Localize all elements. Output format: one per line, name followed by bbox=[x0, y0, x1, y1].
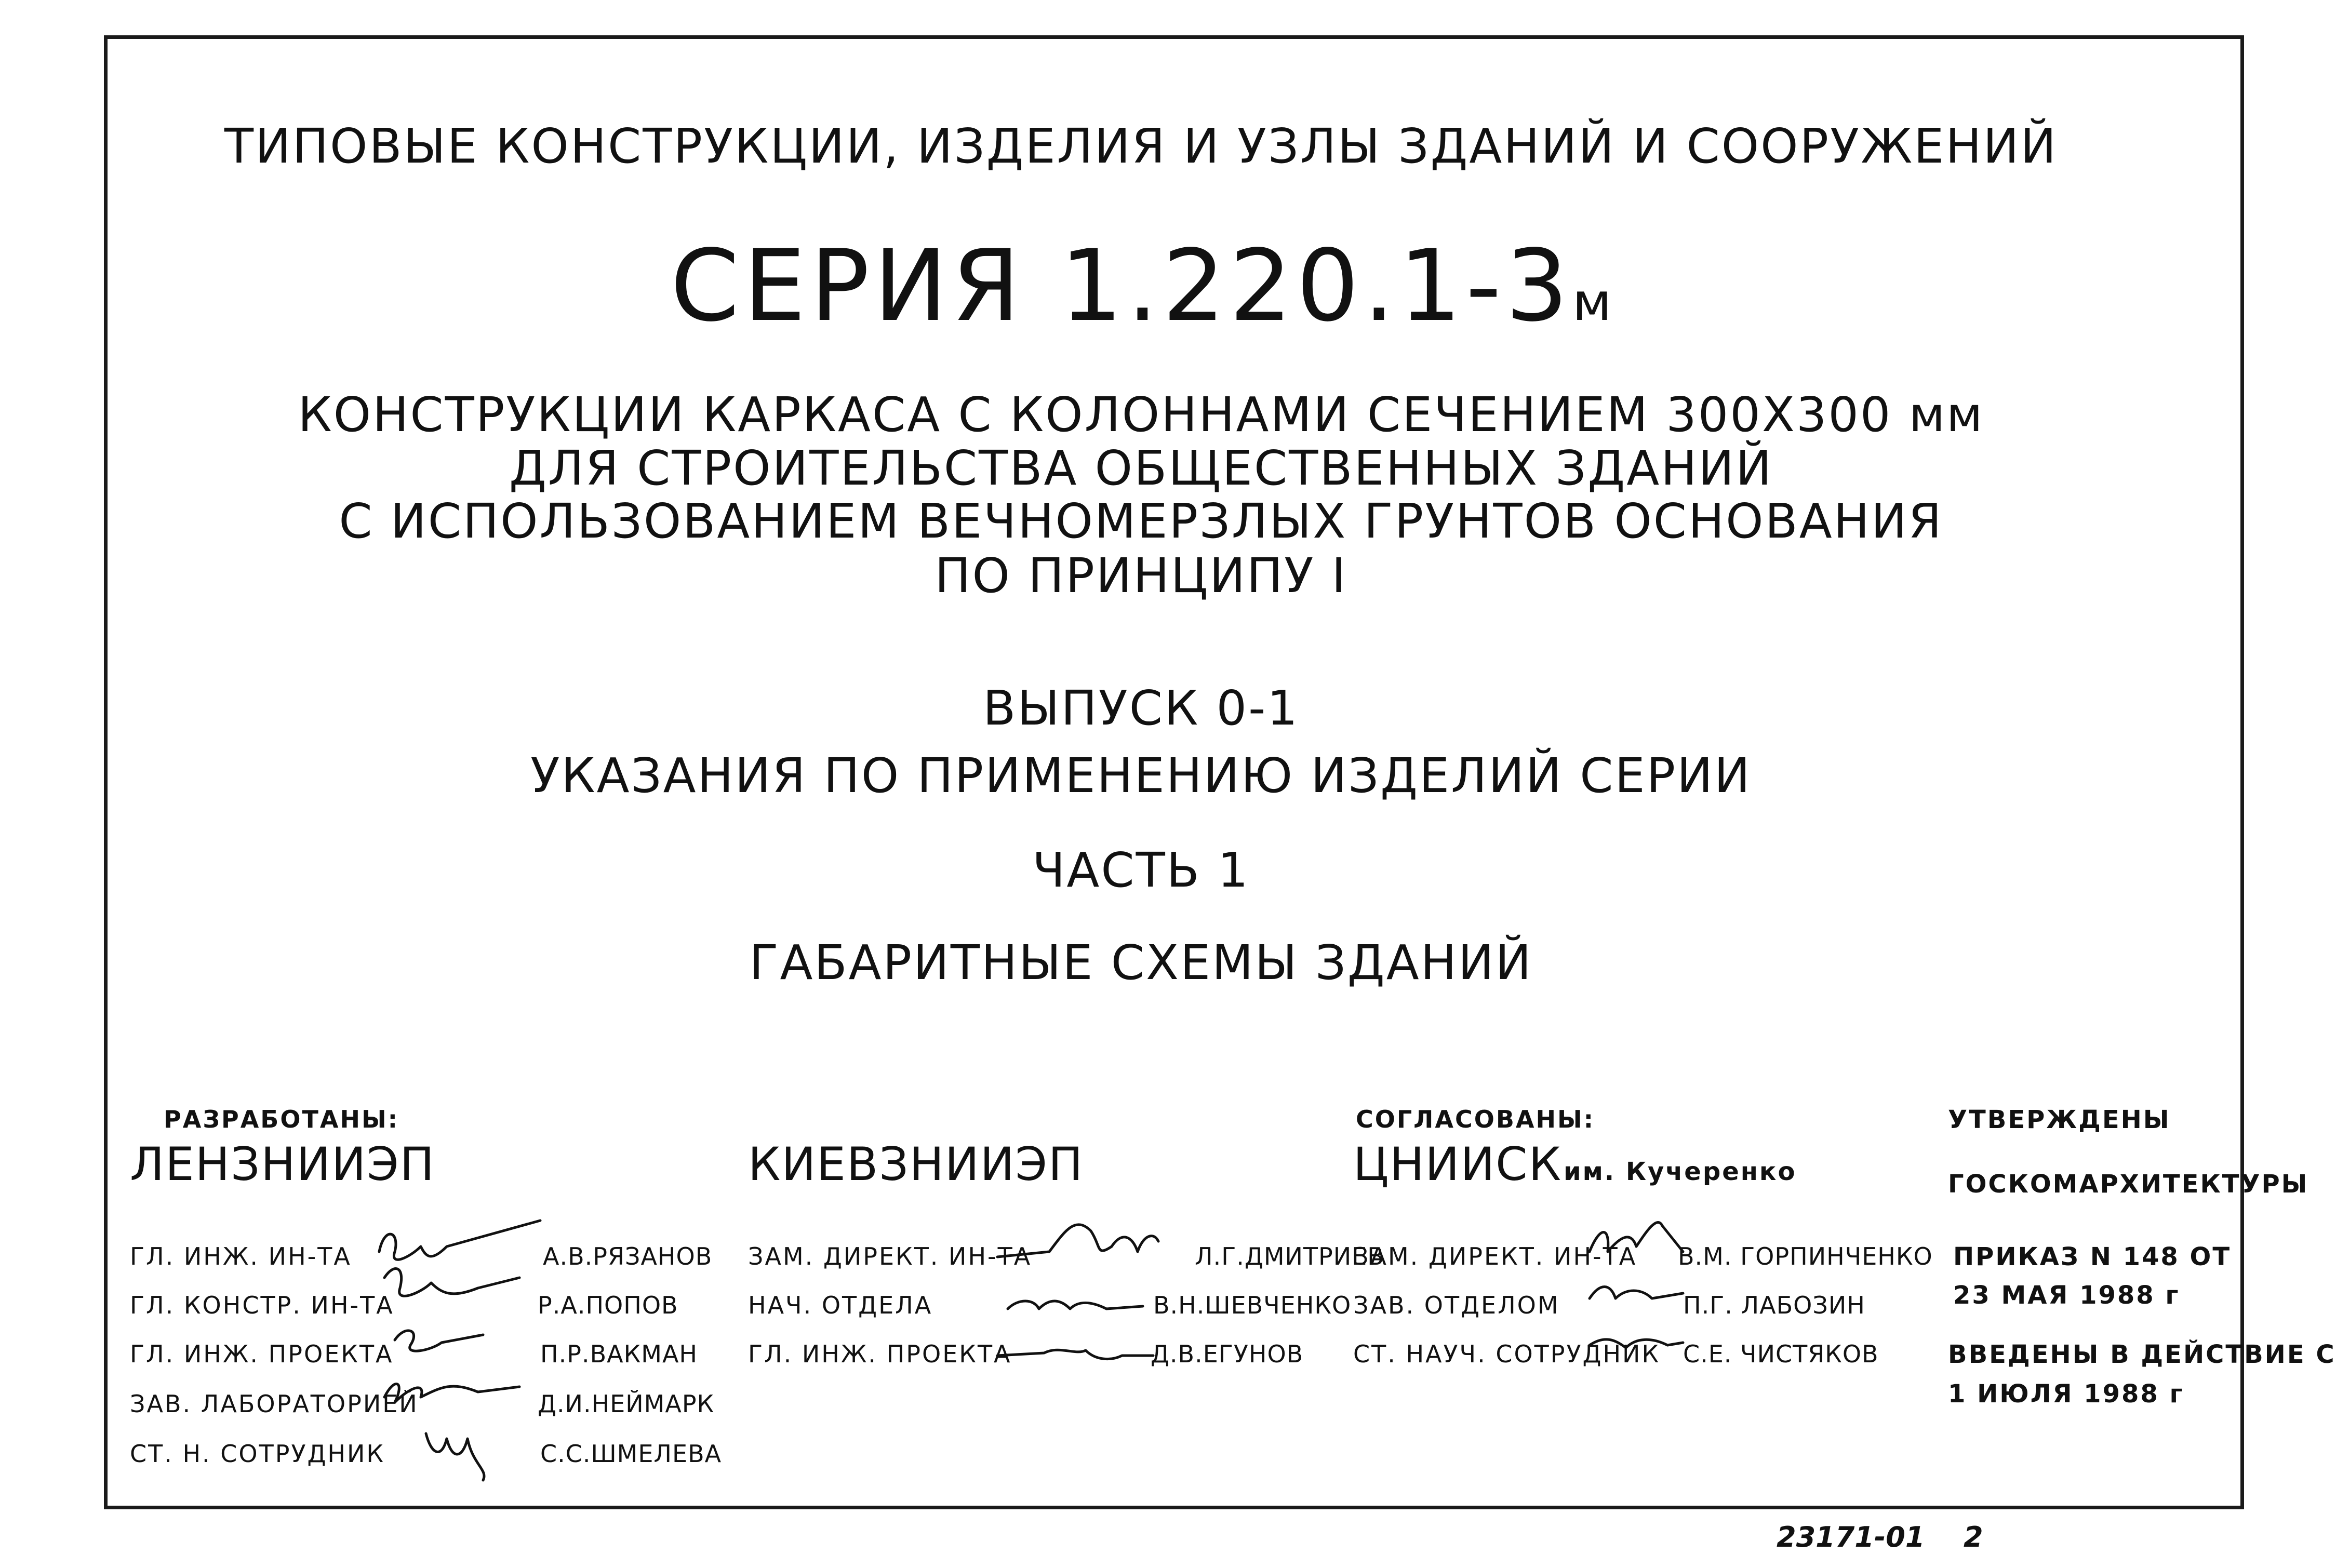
document-number: 23171-01 bbox=[1777, 1521, 1925, 1553]
lenz-role-3: ГЛ. ИНЖ. ПРОЕКТА bbox=[130, 1340, 394, 1368]
header-line: ТИПОВЫЕ КОНСТРУКЦИИ, ИЗДЕЛИЯ И УЗЛЫ ЗДАНИЙ И СООРУЖЕНИЙ bbox=[224, 118, 2058, 174]
description-line-4: ПО ПРИНЦИПУ I bbox=[935, 548, 1347, 604]
org-kievzniiep: КИЕВЗНИИЭП bbox=[748, 1137, 1084, 1191]
order-line-2: 23 МАЯ 1988 г bbox=[1953, 1281, 2180, 1310]
agreed-label: СОГЛАСОВАНЫ: bbox=[1356, 1105, 1595, 1133]
lenz-person-1: А.В.РЯЗАНОВ bbox=[543, 1242, 713, 1270]
series-suffix: м bbox=[1572, 272, 1612, 332]
agreed-role-1: ЗАМ. ДИРЕКТ. ИН-ТА bbox=[1353, 1242, 1637, 1270]
series-number: СЕРИЯ 1.220.1-3 bbox=[670, 229, 1573, 343]
series-title bbox=[0, 229, 2282, 343]
effective-line-2: 1 ИЮЛЯ 1988 г bbox=[1948, 1379, 2184, 1409]
issue-title: УКАЗАНИЯ ПО ПРИМЕНЕНИЮ ИЗДЕЛИЙ СЕРИИ bbox=[530, 748, 1752, 803]
kiev-role-3: ГЛ. ИНЖ. ПРОЕКТА bbox=[748, 1340, 1012, 1368]
description-line-1: КОНСТРУКЦИИ КАРКАСА С КОЛОННАМИ СЕЧЕНИЕМ 300Х300 мм bbox=[298, 387, 1984, 443]
approved-label: УТВЕРЖДЕНЫ bbox=[1948, 1105, 2171, 1134]
order-line-1: ПРИКАЗ N 148 ОТ bbox=[1953, 1242, 2232, 1271]
developed-label: РАЗРАБОТАНЫ: bbox=[164, 1105, 399, 1133]
agreed-signatures bbox=[1579, 1205, 1693, 1371]
agreed-person-2: П.Г. ЛАБОЗИН bbox=[1683, 1291, 1865, 1319]
kiev-role-1: ЗАМ. ДИРЕКТ. ИН-ТА bbox=[748, 1242, 1032, 1270]
agreed-role-3: СТ. НАУЧ. СОТРУДНИК bbox=[1353, 1340, 1661, 1368]
agreed-person-1: В.М. ГОРПИНЧЕНКО bbox=[1678, 1242, 1933, 1270]
approved-org: ГОСКОМАРХИТЕКТУРЫ bbox=[1948, 1170, 2309, 1199]
part-title: ГАБАРИТНЫЕ СХЕМЫ ЗДАНИЙ bbox=[749, 935, 1533, 990]
lenz-signatures bbox=[364, 1210, 561, 1501]
org-cniisk: ЦНИИСК bbox=[1353, 1137, 1563, 1191]
org-cniisk-suffix: им. Кучеренко bbox=[1564, 1157, 1797, 1186]
org-lenzniiep: ЛЕНЗНИИЭП bbox=[130, 1137, 435, 1191]
lenz-role-2: ГЛ. КОНСТР. ИН-ТА bbox=[130, 1291, 394, 1319]
kiev-person-3: Д.В.ЕГУНОВ bbox=[1151, 1340, 1304, 1368]
kiev-signatures bbox=[987, 1200, 1195, 1366]
agreed-person-3: С.Е. ЧИСТЯКОВ bbox=[1683, 1340, 1879, 1368]
lenz-person-2: Р.А.ПОПОВ bbox=[538, 1291, 678, 1319]
lenz-person-4: Д.И.НЕЙМАРК bbox=[538, 1390, 715, 1418]
part-number: ЧАСТЬ 1 bbox=[1032, 842, 1250, 898]
description-line-2: ДЛЯ СТРОИТЕЛЬСТВА ОБЩЕСТВЕННЫХ ЗДАНИЙ bbox=[509, 440, 1773, 496]
kiev-person-2: В.Н.ШЕВЧЕНКО bbox=[1153, 1291, 1352, 1319]
issue-number: ВЫПУСК 0-1 bbox=[983, 680, 1299, 736]
lenz-person-3: П.Р.ВАКМАН bbox=[540, 1340, 698, 1368]
lenz-role-1: ГЛ. ИНЖ. ИН-ТА bbox=[130, 1242, 352, 1270]
sheet-number: 2 bbox=[1964, 1521, 1983, 1553]
lenz-role-5: СТ. Н. СОТРУДНИК bbox=[130, 1440, 385, 1468]
lenz-role-4: ЗАВ. ЛАБОРАТОРИЕЙ bbox=[130, 1390, 419, 1418]
agreed-role-2: ЗАВ. ОТДЕЛОМ bbox=[1353, 1291, 1560, 1319]
lenz-person-5: С.С.ШМЕЛЕВА bbox=[540, 1440, 722, 1468]
kiev-person-1: Л.Г.ДМИТРИЕВ bbox=[1195, 1242, 1384, 1270]
description-line-3: С ИСПОЛЬЗОВАНИЕМ ВЕЧНОМЕРЗЛЫХ ГРУНТОВ ОСНОВАНИЯ bbox=[339, 493, 1943, 549]
kiev-role-2: НАЧ. ОТДЕЛА bbox=[748, 1291, 933, 1319]
effective-line-1: ВВЕДЕНЫ В ДЕЙСТВИЕ С bbox=[1948, 1340, 2336, 1369]
